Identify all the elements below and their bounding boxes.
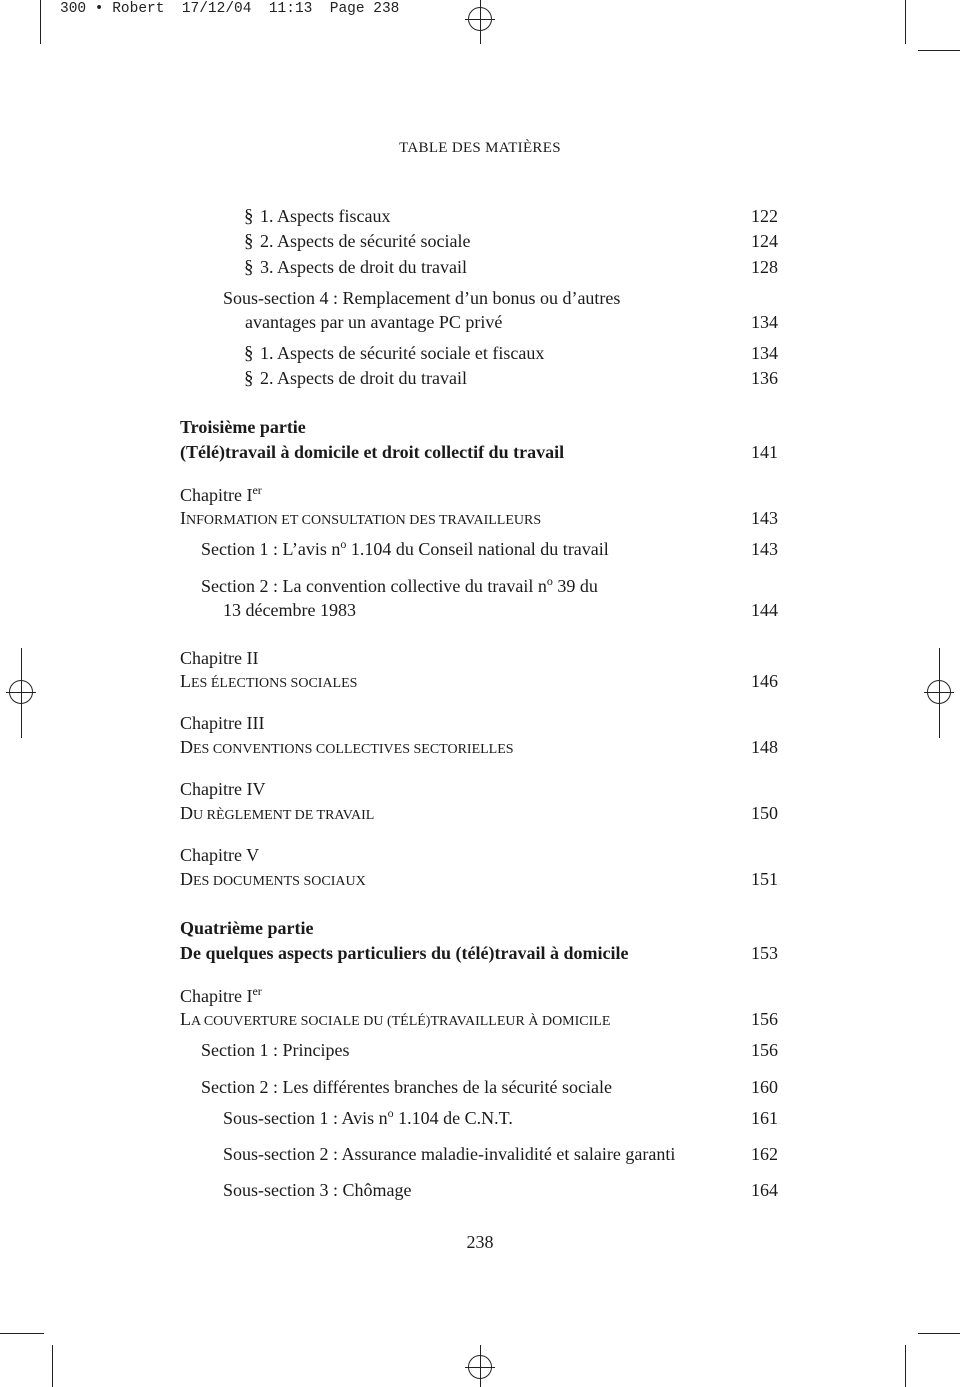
toc-entry-label: Sous-section 2 : Assurance maladie-invalidité et salaire garanti xyxy=(223,1144,676,1164)
crop-mark-top-right-v xyxy=(905,0,906,44)
toc-page-number: 164 xyxy=(751,1180,778,1200)
toc-page-number: 128 xyxy=(751,257,778,277)
toc-entry-label: 1. Aspects fiscaux xyxy=(260,206,391,226)
chapter-heading: DU RÈGLEMENT DE TRAVAIL xyxy=(180,803,375,823)
toc-page-number: 124 xyxy=(751,231,778,251)
toc-entry-label: Sous-section 4 : Remplacement d’un bonus ou d’autres xyxy=(223,288,621,308)
toc-page-number: 156 xyxy=(751,1040,778,1060)
chapter-heading: LA COUVERTURE SOCIALE DU (TÉLÉ)TRAVAILLEUR À DOMICILE xyxy=(180,1009,611,1029)
section-sign: § xyxy=(244,368,254,389)
superscript: o xyxy=(340,537,347,551)
toc-page-number: 143 xyxy=(751,539,778,559)
toc-page-number: 146 xyxy=(751,671,778,691)
toc-page-number: 143 xyxy=(751,508,778,528)
section-sign: § xyxy=(244,231,254,252)
toc-page-number: 134 xyxy=(751,343,778,363)
chapter-heading: INFORMATION ET CONSULTATION DES TRAVAILLEURS xyxy=(180,508,542,528)
toc-page-number: 134 xyxy=(751,312,778,332)
superscript: o xyxy=(546,574,553,588)
crop-mark-bottom-left-h xyxy=(0,1333,44,1334)
toc-page-number: 144 xyxy=(751,600,778,620)
toc-entry-label-continued: 13 décembre 1983 xyxy=(223,600,356,620)
toc-entry-label: Sous-section 3 : Chômage xyxy=(223,1180,412,1200)
toc-entry-label: 2. Aspects de sécurité sociale xyxy=(260,231,471,251)
toc-page-number: 153 xyxy=(751,943,778,963)
section-sign: § xyxy=(244,343,254,364)
part-heading: (Télé)travail à domicile et droit collectif du travail xyxy=(180,442,565,462)
registration-line-top xyxy=(480,0,481,44)
toc-entry-label: Section 2 : Les différentes branches de la sécurité sociale xyxy=(201,1077,613,1097)
crop-mark-top-left-v xyxy=(40,0,41,44)
toc-page-number: 151 xyxy=(751,869,778,889)
registration-line-right xyxy=(939,648,940,738)
toc-entry-label: 2. Aspects de droit du travail xyxy=(260,368,467,388)
crop-mark-bottom-right-v xyxy=(905,1345,906,1387)
toc-entry-label-continued: avantages par un avantage PC privé xyxy=(245,312,503,332)
toc-page-number: 136 xyxy=(751,368,778,388)
toc-page-number: 141 xyxy=(751,442,778,462)
part-heading: De quelques aspects particuliers du (télé)travail à domicile xyxy=(180,943,629,963)
superscript: er xyxy=(252,483,262,497)
registration-line-bottom xyxy=(480,1345,481,1387)
toc-page-number: 160 xyxy=(751,1077,778,1097)
toc-entry-label: 1. Aspects de sécurité sociale et fiscaux xyxy=(260,343,545,363)
toc-entry-label: 3. Aspects de droit du travail xyxy=(260,257,467,277)
crop-mark-top-right-h xyxy=(918,50,960,51)
toc-entry-label: Section 1 : Principes xyxy=(201,1040,350,1060)
printer-slug: 300 • Robert 17/12/04 11:13 Page 238 xyxy=(60,1,400,17)
superscript: o xyxy=(387,1106,394,1120)
toc-page-number: 122 xyxy=(751,206,778,226)
crop-mark-bottom-right-h xyxy=(918,1333,960,1334)
toc-page-number: 156 xyxy=(751,1009,778,1029)
toc-page-number: 162 xyxy=(751,1144,778,1164)
crop-mark-bottom-left-v xyxy=(52,1345,53,1387)
registration-line-left xyxy=(21,648,22,738)
section-sign: § xyxy=(244,257,254,278)
page-folio: 238 xyxy=(466,1232,494,1252)
toc-page-number: 161 xyxy=(751,1108,778,1128)
superscript: er xyxy=(252,984,262,998)
toc-page-number: 148 xyxy=(751,737,778,757)
chapter-heading: DES DOCUMENTS SOCIAUX xyxy=(180,869,366,889)
running-head: TABLE DES MATIÈRES xyxy=(399,140,561,156)
section-sign: § xyxy=(244,206,254,227)
chapter-heading: DES CONVENTIONS COLLECTIVES SECTORIELLES xyxy=(180,737,514,757)
toc-page-number: 150 xyxy=(751,803,778,823)
chapter-heading: LES ÉLECTIONS SOCIALES xyxy=(180,671,358,691)
